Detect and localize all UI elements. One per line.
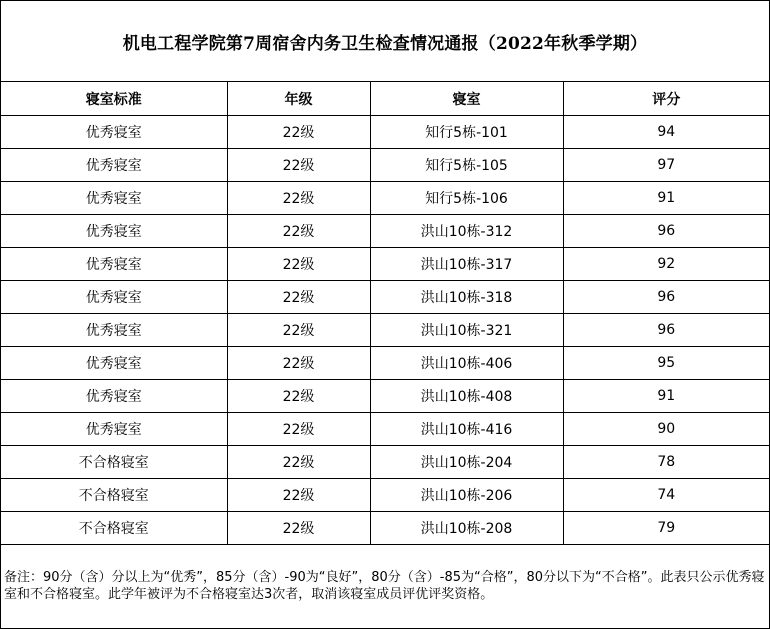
table-row bbox=[1, 182, 769, 215]
header-grade: 年级 bbox=[227, 82, 370, 116]
cell-score: 95 bbox=[563, 347, 769, 380]
cell-room: 洪山10栋-204 bbox=[370, 446, 563, 479]
cell-standard: 优秀寝室 bbox=[1, 281, 227, 314]
cell-score: 94 bbox=[563, 116, 769, 149]
inspection-table bbox=[1, 82, 769, 545]
cell-grade: 22级 bbox=[227, 512, 370, 545]
cell-score: 91 bbox=[563, 380, 769, 413]
cell-room: 洪山10栋-317 bbox=[370, 248, 563, 281]
table-row bbox=[1, 380, 769, 413]
header-room: 寝室 bbox=[370, 82, 563, 116]
cell-grade: 22级 bbox=[227, 314, 370, 347]
cell-standard: 不合格寝室 bbox=[1, 446, 227, 479]
header-score: 评分 bbox=[563, 82, 769, 116]
cell-grade: 22级 bbox=[227, 380, 370, 413]
table-row bbox=[1, 215, 769, 248]
remark-note bbox=[1, 544, 769, 628]
table-row bbox=[1, 479, 769, 512]
cell-room: 洪山10栋-208 bbox=[370, 512, 563, 545]
cell-grade: 22级 bbox=[227, 215, 370, 248]
cell-room: 洪山10栋-321 bbox=[370, 314, 563, 347]
cell-room: 洪山10栋-408 bbox=[370, 380, 563, 413]
cell-standard: 优秀寝室 bbox=[1, 347, 227, 380]
cell-room: 洪山10栋-416 bbox=[370, 413, 563, 446]
cell-standard: 优秀寝室 bbox=[1, 215, 227, 248]
cell-room: 洪山10栋-206 bbox=[370, 479, 563, 512]
cell-room: 知行5栋-105 bbox=[370, 149, 563, 182]
cell-grade: 22级 bbox=[227, 479, 370, 512]
cell-score: 91 bbox=[563, 182, 769, 215]
table-row bbox=[1, 413, 769, 446]
cell-score: 90 bbox=[563, 413, 769, 446]
table-row bbox=[1, 149, 769, 182]
cell-standard: 优秀寝室 bbox=[1, 116, 227, 149]
cell-room: 洪山10栋-312 bbox=[370, 215, 563, 248]
table-row bbox=[1, 281, 769, 314]
cell-grade: 22级 bbox=[227, 182, 370, 215]
remark-text: 备注：90分（含）分以上为“优秀”，85分（含）-90为“良好”，80分（含）-85为“合格”，80分以下为“不合格”。此表只公示优秀寝室和不合格寝室。此学年被评为不合格寝室达3次者，取消该寝室成员评优评奖资格。 bbox=[4, 570, 765, 602]
cell-score: 92 bbox=[563, 248, 769, 281]
cell-grade: 22级 bbox=[227, 446, 370, 479]
table-row bbox=[1, 314, 769, 347]
table-row bbox=[1, 116, 769, 149]
cell-score: 78 bbox=[563, 446, 769, 479]
cell-grade: 22级 bbox=[227, 149, 370, 182]
table-row bbox=[1, 446, 769, 479]
cell-grade: 22级 bbox=[227, 347, 370, 380]
table-body bbox=[1, 116, 769, 545]
cell-room: 洪山10栋-406 bbox=[370, 347, 563, 380]
cell-score: 97 bbox=[563, 149, 769, 182]
table-row bbox=[1, 512, 769, 545]
cell-score: 96 bbox=[563, 314, 769, 347]
cell-score: 74 bbox=[563, 479, 769, 512]
cell-grade: 22级 bbox=[227, 281, 370, 314]
cell-room: 知行5栋-101 bbox=[370, 116, 563, 149]
cell-standard: 优秀寝室 bbox=[1, 413, 227, 446]
cell-score: 79 bbox=[563, 512, 769, 545]
cell-standard: 优秀寝室 bbox=[1, 182, 227, 215]
table-header-row bbox=[1, 82, 769, 116]
table-row bbox=[1, 248, 769, 281]
cell-standard: 不合格寝室 bbox=[1, 512, 227, 545]
table-row bbox=[1, 347, 769, 380]
cell-standard: 优秀寝室 bbox=[1, 248, 227, 281]
cell-grade: 22级 bbox=[227, 248, 370, 281]
cell-score: 96 bbox=[563, 215, 769, 248]
cell-room: 知行5栋-106 bbox=[370, 182, 563, 215]
cell-standard: 不合格寝室 bbox=[1, 479, 227, 512]
report-title: 机电工程学院第7周宿舍内务卫生检查情况通报（2022年秋季学期） bbox=[1, 1, 769, 82]
cell-standard: 优秀寝室 bbox=[1, 314, 227, 347]
header-standard: 寝室标准 bbox=[1, 82, 227, 116]
cell-standard: 优秀寝室 bbox=[1, 149, 227, 182]
cell-grade: 22级 bbox=[227, 413, 370, 446]
cell-room: 洪山10栋-318 bbox=[370, 281, 563, 314]
cell-standard: 优秀寝室 bbox=[1, 380, 227, 413]
cell-grade: 22级 bbox=[227, 116, 370, 149]
cell-score: 96 bbox=[563, 281, 769, 314]
